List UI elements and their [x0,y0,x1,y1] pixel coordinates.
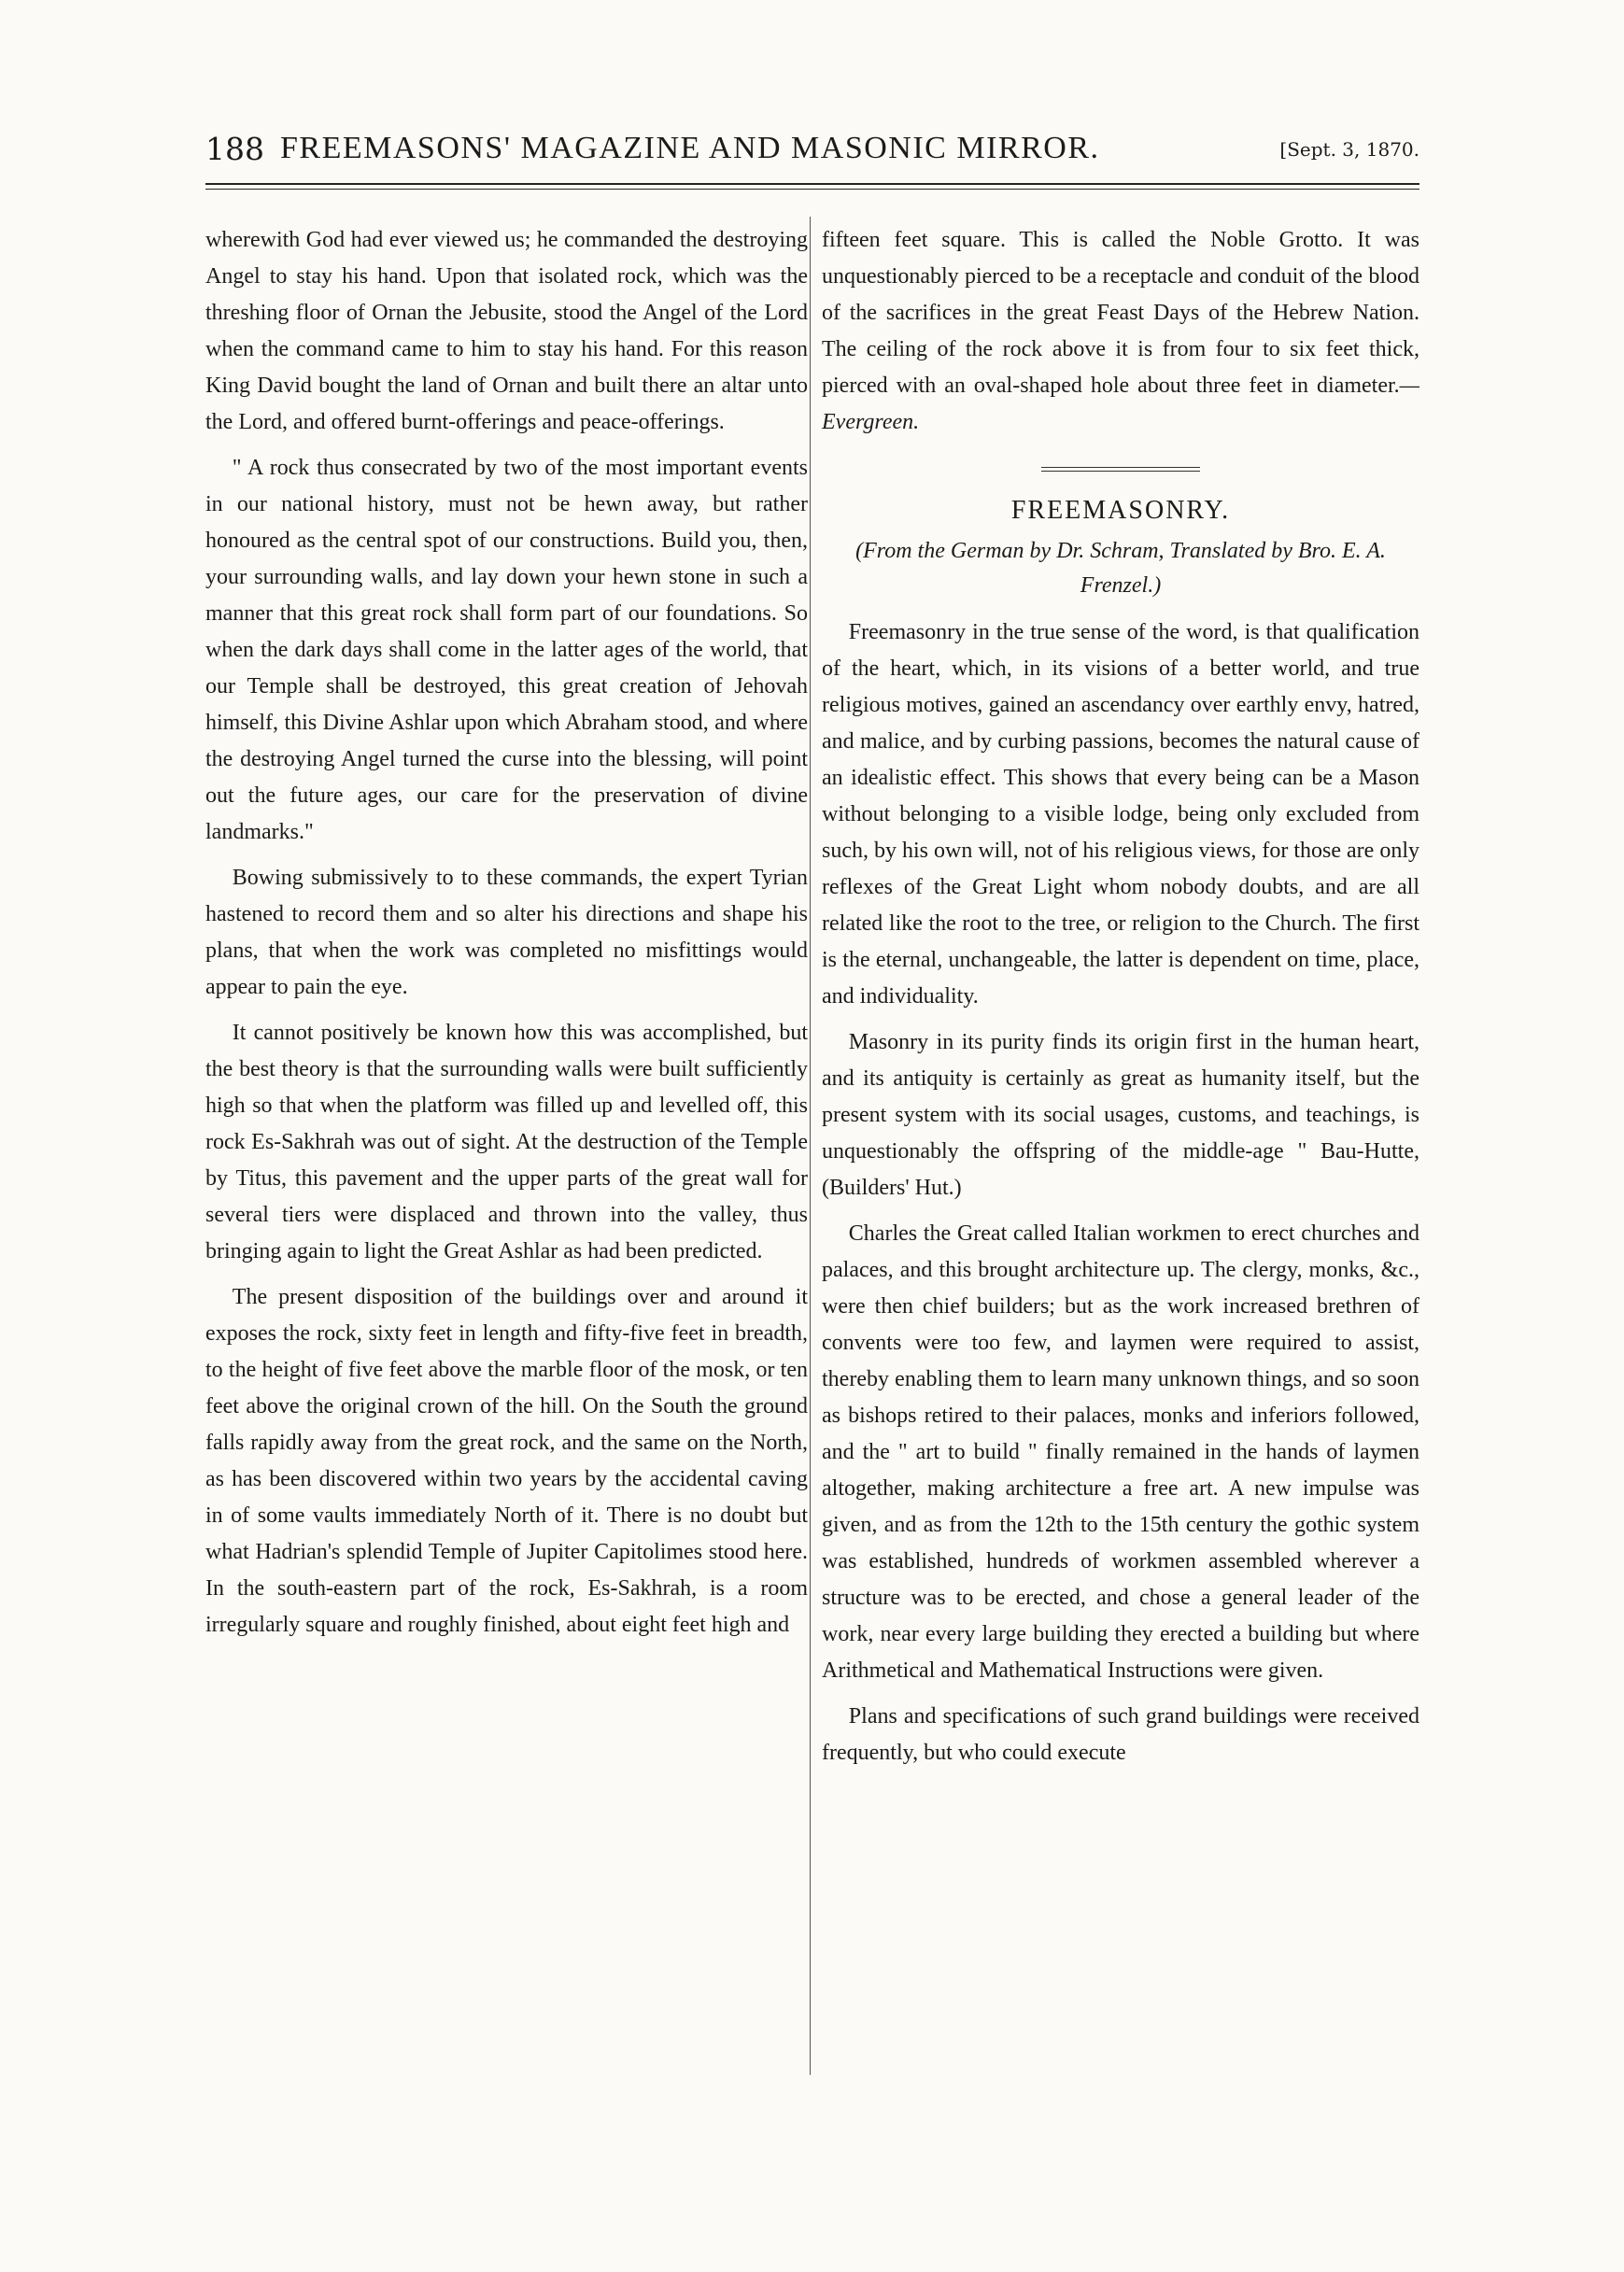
section-divider [1041,467,1200,472]
left-paragraph-4: It cannot positively be known how this was accomplished, but the best theory is that the surrounding walls were built sufficiently high so that when the platform was filled up and levelled off, this rock Es-Sakhrah was out of sight. At the destruction of the Temple by Titus, this pavement and the upper parts of the great wall for several tiers were displaced and thrown into the valley, thus bringing again to light the Great Ashlar as had been predicted. [205,1021,808,1263]
left-paragraph-2: " A rock thus consecrated by two of the most important events in our national history, must not be hewn away, but rather honoured as the central spot of our constructions. Build you, then, your surrounding walls, and lay down your hewn stone in such a manner that this great rock shall form part of our foundations. So when the dark days shall come in the latter ages of the world, that our Temple shall be destroyed, this great creation of Jehovah himself, this Divine Ashlar upon which Abraham stood, and where the destroying Angel turned the curse into the blessing, will point out the future ages, our care for the preservation of divine landmarks." [205,456,808,844]
left-paragraph-1: wherewith God had ever viewed us; he commanded the destroying Angel to stay his hand. Upon that isolated rock, which was the threshing floor of Ornan the Jebusite, stood the Angel of the Lord when the command came to him to stay his hand. For this reason King David bought the land of Ornan and built there an altar unto the Lord, and offered burnt-offerings and peace-offerings. [205,228,808,434]
right-paragraph-4: Charles the Great called Italian workmen to erect churches and palaces, and this brought architecture up. The clergy, monks, &c., were then chief builders; but as the work increased brethren of convents were too few, and laymen were required to assist, thereby enabling them to learn many unknown things, and so soon as bishops retired to their palaces, monks and inferiors followed, and the " art to build " finally remained in the hands of laymen altogether, making architecture a free art. A new impulse was given, and as from the 12th to the 15th century the gothic system was established, hundreds of workmen assembled wherever a structure was to be erected, and chose a general leader of the work, near every large building they erected a building but where Arithmetical and Mathematical Instructions were given. [822,1221,1419,1683]
section-title: FREEMASONRY. [1010,496,1231,525]
section-source: (From the German by Dr. Schram, Translated by Bro. E. A. Frenzel.) [855,539,1386,598]
source-attribution: —Evergreen. [822,374,1419,434]
right-paragraph-1 [822,222,1419,441]
page-number: 188 [205,131,264,167]
right-paragraph-2: Freemasonry in the true sense of the word, is that qualification of the heart, which, in its visions of a better world, and true religious motives, gained an ascendancy over earthly envy, hatred, and malice, and by curbing passions, becomes the natural cause of an idealistic effect. This shows that every being can be a Mason without belonging to a visible lodge, being only excluded from such, by his own will, not of his religious views, for those are only reflexes of the Great Light whom nobody doubts, and are all related like the root to the tree, or religion to the Church. The first is the eternal, unchangeable, the latter is dependent on time, place, and individuality. [822,620,1419,1009]
left-column [205,222,808,1653]
header-rule-bottom [205,189,1419,190]
right-column [822,222,1419,1781]
right-paragraph-3: Masonry in its purity finds its origin first in the human heart, and its antiquity is certainly as great as humanity itself, but the present system with its social usages, customs, and teachings, is unquestionably the offspring of the middle-age " Bau-Hutte, (Builders' Hut.) [822,1030,1419,1200]
right-paragraph-5: Plans and specifications of such grand buildings were received frequently, but who could execute [822,1704,1419,1765]
right-paragraph-1-text: fifteen feet square. This is called the Noble Grotto. It was unquestionably pierced to be a receptacle and conduit of the blood of the sacrifices in the great Feast Days of the Hebrew Nation. The ceiling of the rock above it is from four to six feet thick, pierced with an oval-shaped hole about three feet in diameter. [822,228,1419,398]
left-paragraph-5: The present disposition of the buildings over and around it exposes the rock, sixty feet in length and fifty-five feet in breadth, to the height of five feet above the marble floor of the mosk, or ten feet above the original crown of the hill. On the South the ground falls rapidly away from the great rock, and the same on the North, as has been discovered within two years by the accidental caving in of some vaults immediately North of it. There is no doubt but what Hadrian's splendid Temple of Jupiter Capitolimes stood here. In the south-eastern part of the rock, Es-Sakhrah, is a room irregularly square and roughly finished, about eight feet high and [205,1285,808,1637]
page-header [205,131,1419,168]
issue-date: [Sept. 3, 1870. [1279,138,1419,161]
publication-title: FREEMASONS' MAGAZINE AND MASONIC MIRROR. [280,131,1100,165]
header-rule-top [205,183,1419,185]
column-divider [810,217,811,2075]
left-paragraph-3: Bowing submissively to to these commands, the expert Tyrian hastened to record them and so alter his directions and shape his plans, that when the work was completed no misfittings would appear to pain the eye. [205,866,808,999]
